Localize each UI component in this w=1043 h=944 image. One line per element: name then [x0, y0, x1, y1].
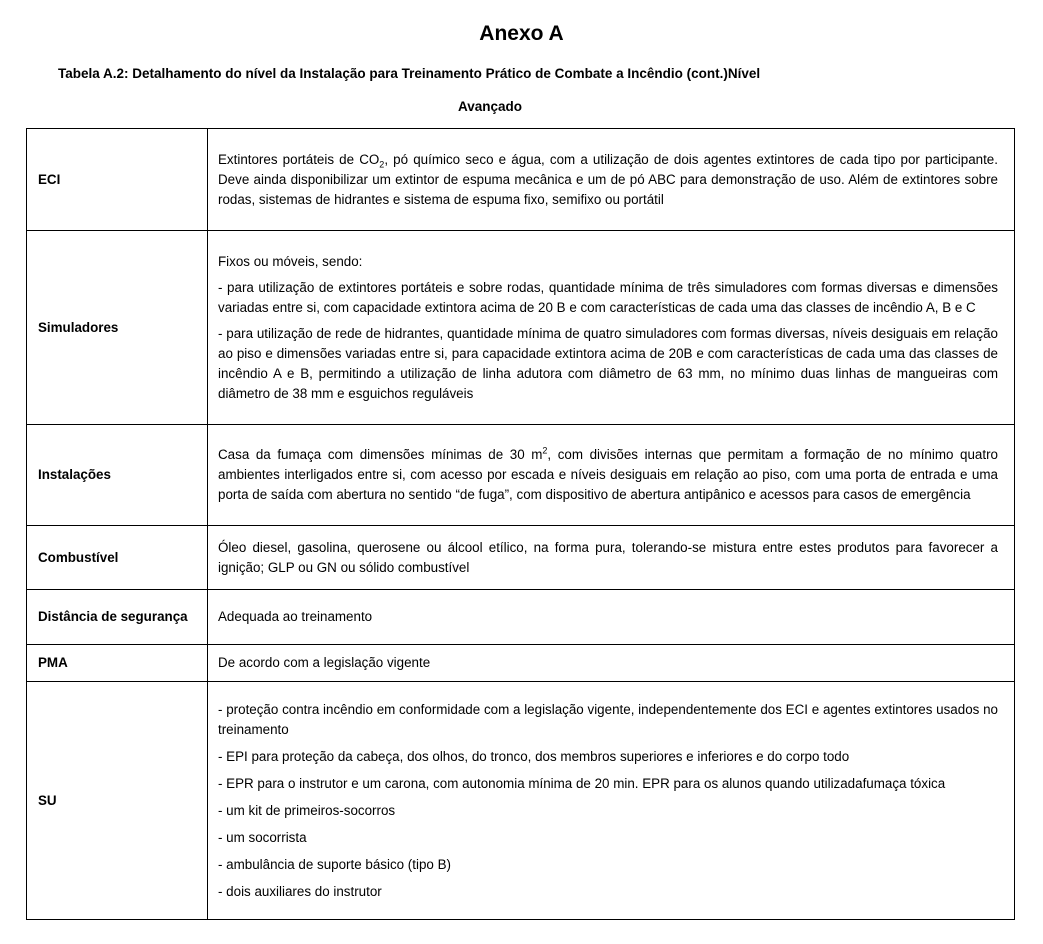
row-label-distancia: Distância de segurança	[27, 590, 208, 645]
row-label-combustivel: Combustível	[27, 526, 208, 590]
row-value-simuladores	[208, 231, 1015, 425]
simuladores-intro: Fixos ou móveis, sendo:	[218, 253, 363, 269]
instalacoes-text-a: Casa da fumaça com dimensões mínimas de 30 m	[218, 447, 543, 462]
instalacoes-text-b: , com divisões internas que permitam a formação de no mínimo quatro ambientes interligados entre si, com acesso por escada e níveis desiguais em relação ao piso, com uma porta de entrada e uma porta de saída com abertura no sentido “de fuga”, com dispositivo de abertura antipânico e acessos para casos de emergência	[218, 447, 999, 502]
simuladores-item-1: - para utilização de extintores portáteis e sobre rodas, quantidade mínima de três simuladores com formas diversas e dimensões variadas entre si, com capacidade extintora acima de 20 B e com características de cada uma das classes de incêndio A, B e C	[218, 279, 998, 315]
table-row-simuladores	[27, 231, 1015, 425]
row-label-pma: PMA	[27, 645, 208, 682]
su-item-5: - um socorrista	[218, 829, 307, 845]
row-label-su: SU	[27, 682, 208, 920]
su-item-4: - um kit de primeiros-socorros	[218, 802, 396, 818]
row-value-distancia: Adequada ao treinamento	[208, 590, 1015, 645]
table-row-instalacoes	[27, 425, 1015, 526]
su-item-7: - dois auxiliares do instrutor	[218, 883, 382, 899]
su-item-6: - ambulância de suporte básico (tipo B)	[218, 856, 451, 872]
table-row-distancia	[27, 590, 1015, 645]
row-value-eci	[208, 129, 1015, 231]
row-label-simuladores: Simuladores	[27, 231, 208, 425]
row-value-combustivel: Óleo diesel, gasolina, querosene ou álcool etílico, na forma pura, tolerando-se mistura entre estes produtos para favorecer a ignição; GLP ou GN ou sólido combustível	[208, 526, 1015, 590]
su-item-3: - EPR para o instrutor e um carona, com autonomia mínima de 20 min. EPR para os alunos quando utilizadafumaça tóxica	[218, 775, 946, 791]
eci-text-a: Extintores portáteis de CO	[218, 151, 380, 167]
table-row-su	[27, 682, 1015, 920]
row-label-instalacoes: Instalações	[27, 425, 208, 526]
su-item-1: - proteção contra incêndio em conformidade com a legislação vigente, independentemente dos ECI e agentes extintores usados no treinamento	[218, 701, 998, 737]
eci-text-b: , pó químico seco e água, com a utilização de dois agentes extintores de cada tipo por participante. Deve ainda disponibilizar um extintor de espuma mecânica e um de pó ABC para demonstração de uso. Além de extintores sobre rodas, sistemas de hidrantes e sistema de espuma fixo, semifixo ou portátil	[218, 151, 998, 207]
table-caption: Tabela A.2: Detalhamento do nível da Instalação para Treinamento Prático de Combate a Incêndio (cont.)Nível	[58, 66, 761, 81]
row-value-instalacoes	[208, 425, 1015, 526]
requirements-table	[26, 128, 1015, 920]
table-row-pma	[27, 645, 1015, 682]
row-value-su	[208, 682, 1015, 920]
row-label-eci: ECI	[27, 129, 208, 231]
table-row-combustivel	[27, 526, 1015, 590]
eci-subscript: 2	[379, 159, 385, 170]
table-row-eci	[27, 129, 1015, 231]
annex-title: Anexo A	[479, 22, 564, 45]
table-caption-continuation: Avançado	[457, 99, 523, 114]
simuladores-item-2: - para utilização de rede de hidrantes, quantidade mínima de quatro simuladores com formas diversas, níveis desiguais em relação ao piso e dimensões variadas entre si, para capacidade extintora acima de 20B e com características de cada uma das classes de incêndio A e B, permitindo a utilização de linha adutora com diâmetro de 63 mm, no mínimo duas linhas de mangueiras com diâmetro de 38 mm e esguichos reguláveis	[218, 325, 998, 401]
instalacoes-superscript: 2	[542, 445, 548, 456]
row-value-pma: De acordo com a legislação vigente	[208, 645, 1015, 682]
su-item-2: - EPI para proteção da cabeça, dos olhos, do tronco, dos membros superiores e inferiores e do corpo todo	[218, 748, 850, 764]
